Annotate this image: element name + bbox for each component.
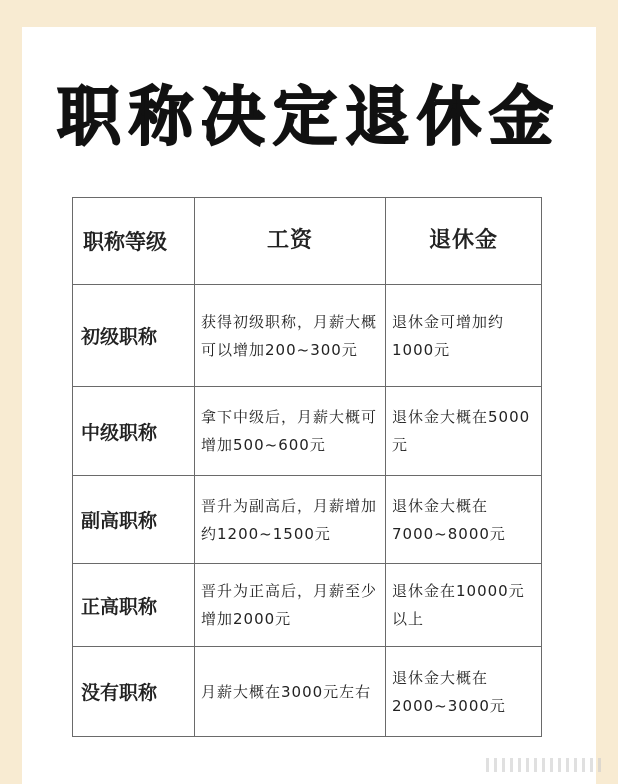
pension-table (72, 197, 542, 737)
salary-cell: 晋升为副高后，月薪增加约1200~1500元 (195, 476, 386, 564)
header-pension: 退休金 (386, 198, 542, 285)
table-row (73, 285, 542, 387)
level-cell: 中级职称 (73, 387, 195, 476)
table-row (73, 647, 542, 737)
salary-cell: 月薪大概在3000元左右 (195, 647, 386, 737)
pension-cell: 退休金大概在5000元 (386, 387, 542, 476)
watermark-icon (486, 758, 604, 772)
pension-cell: 退休金可增加约1000元 (386, 285, 542, 387)
level-cell: 没有职称 (73, 647, 195, 737)
salary-cell: 晋升为正高后，月薪至少增加2000元 (195, 564, 386, 647)
pension-cell: 退休金大概在2000~3000元 (386, 647, 542, 737)
level-cell: 正高职称 (73, 564, 195, 647)
table-row (73, 387, 542, 476)
page-title: 职称决定退休金 (57, 80, 561, 155)
table-row (73, 564, 542, 647)
pension-cell: 退休金大概在7000~8000元 (386, 476, 542, 564)
salary-cell: 拿下中级后，月薪大概可增加500~600元 (195, 387, 386, 476)
level-cell: 副高职称 (73, 476, 195, 564)
level-cell: 初级职称 (73, 285, 195, 387)
pension-cell: 退休金在10000元以上 (386, 564, 542, 647)
header-level: 职称等级 (73, 198, 195, 285)
salary-cell: 获得初级职称，月薪大概可以增加200~300元 (195, 285, 386, 387)
table-header-row (73, 198, 542, 285)
header-salary: 工资 (195, 198, 386, 285)
table-row (73, 476, 542, 564)
